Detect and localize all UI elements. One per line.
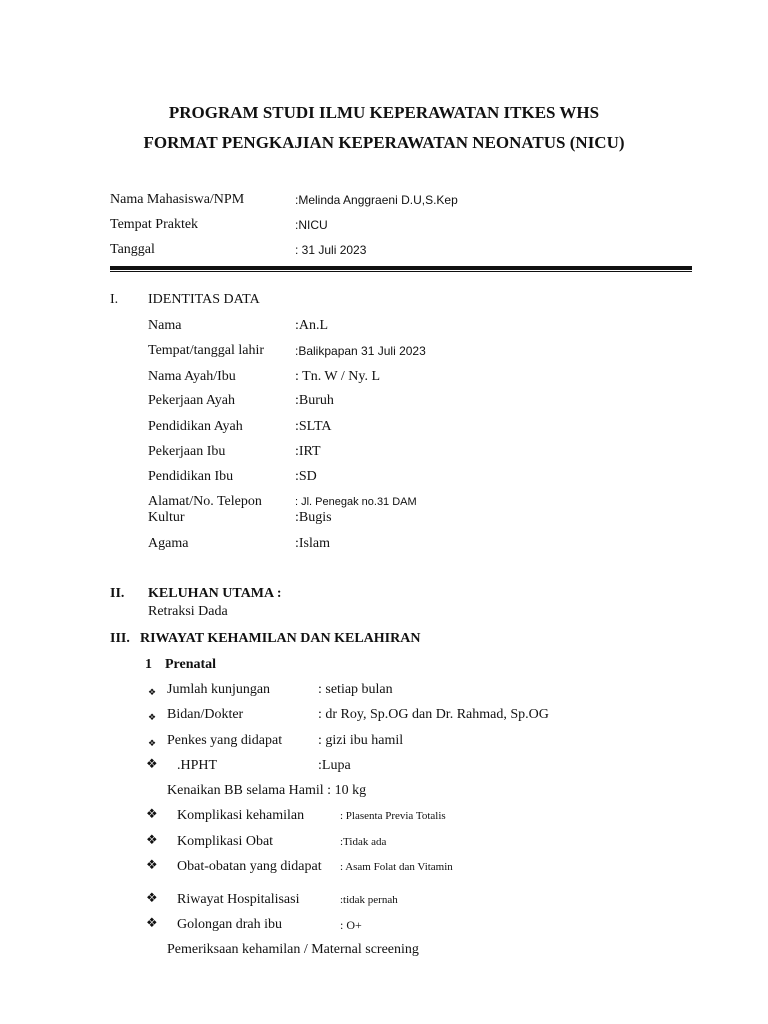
date-label: Tanggal (110, 242, 155, 257)
prenatal-value: : O+ (340, 918, 362, 932)
document-subtitle: FORMAT PENGKAJIAN KEPERAWATAN NEONATUS (NICU) (143, 133, 625, 152)
section2-numeral: II. (110, 586, 125, 601)
identity-value: :Bugis (295, 510, 332, 525)
identity-label: Pekerjaan Ayah (148, 393, 235, 408)
section3-numeral: III. (110, 631, 130, 646)
bullet-icon: ❖ (148, 738, 157, 748)
identity-value: : Jl. Penegak no.31 DAM (295, 496, 417, 508)
bullet-icon: ❖ (146, 806, 158, 821)
identity-label: Agama (148, 536, 189, 551)
header-divider-thick (110, 266, 692, 270)
prenatal-value: : Plasenta Previa Totalis (340, 810, 446, 822)
section3-title: RIWAYAT KEHAMILAN DAN KELAHIRAN (140, 631, 421, 646)
practice-place-label: Tempat Praktek (110, 217, 199, 232)
prenatal-value: : Asam Folat dan Vitamin (340, 861, 453, 873)
student-name-value: :Melinda Anggraeni D.U,S.Kep (295, 193, 458, 207)
maternal-screening: Pemeriksaan kehamilan / Maternal screening (167, 942, 419, 957)
section1-title: IDENTITAS DATA (148, 292, 260, 307)
identity-value: :SLTA (295, 419, 332, 434)
prenatal-value: :Lupa (318, 758, 351, 773)
date-value: : 31 Juli 2023 (295, 243, 367, 257)
prenatal-label: Golongan drah ibu (177, 917, 282, 932)
identity-value: :IRT (295, 444, 321, 459)
prenatal-label: Komplikasi kehamilan (177, 808, 305, 823)
document-title: PROGRAM STUDI ILMU KEPERAWATAN ITKES WHS (168, 103, 600, 122)
bullet-icon: ❖ (146, 857, 158, 872)
subsection-number: 1 (145, 657, 152, 672)
student-name-label: Nama Mahasiswa/NPM (110, 192, 245, 207)
identity-value: :SD (295, 469, 317, 484)
prenatal-label: Jumlah kunjungan (167, 682, 271, 697)
section2-title: KELUHAN UTAMA : (148, 586, 282, 601)
bullet-icon: ❖ (146, 832, 158, 847)
prenatal-label: Komplikasi Obat (177, 834, 274, 849)
bullet-icon: ❖ (146, 915, 158, 930)
chief-complaint: Retraksi Dada (148, 604, 228, 619)
identity-label: Nama Ayah/Ibu (148, 369, 236, 384)
prenatal-value: : setiap bulan (318, 682, 393, 697)
identity-value: :Buruh (295, 393, 334, 408)
bullet-icon: ❖ (148, 687, 157, 697)
prenatal-label: Obat-obatan yang didapat (177, 859, 322, 874)
bullet-icon: ❖ (146, 890, 158, 905)
prenatal-label: Bidan/Dokter (167, 707, 244, 722)
identity-label: Pekerjaan Ibu (148, 444, 226, 459)
prenatal-value: : gizi ibu hamil (318, 733, 404, 748)
identity-label: Tempat/tanggal lahir (148, 343, 265, 358)
identity-value: :Islam (295, 536, 330, 551)
subsection-title: Prenatal (165, 657, 217, 672)
bullet-icon: ❖ (148, 712, 157, 722)
section1-numeral: I. (110, 292, 119, 307)
identity-label: Pendidikan Ibu (148, 469, 234, 484)
bullet-icon: ❖ (146, 756, 158, 771)
prenatal-label: Penkes yang didapat (167, 733, 283, 748)
identity-value: :Balikpapan 31 Juli 2023 (295, 344, 426, 358)
prenatal-value: :tidak pernah (340, 894, 398, 906)
header-divider-thin (110, 271, 692, 272)
identity-label: Alamat/No. Telepon (148, 494, 262, 509)
identity-value: :An.L (295, 318, 329, 333)
prenatal-label: Riwayat Hospitalisasi (177, 892, 300, 907)
identity-value: : Tn. W / Ny. L (295, 369, 381, 384)
prenatal-value: : dr Roy, Sp.OG dan Dr. Rahmad, Sp.OG (318, 707, 549, 722)
weight-gain: Kenaikan BB selama Hamil : 10 kg (167, 783, 367, 798)
identity-label: Pendidikan Ayah (148, 419, 243, 434)
prenatal-value: :Tidak ada (340, 836, 387, 848)
prenatal-label: .HPHT (177, 758, 218, 773)
identity-label: Nama (148, 318, 182, 333)
identity-label: Kultur (148, 510, 185, 525)
practice-place-value: :NICU (295, 218, 328, 232)
